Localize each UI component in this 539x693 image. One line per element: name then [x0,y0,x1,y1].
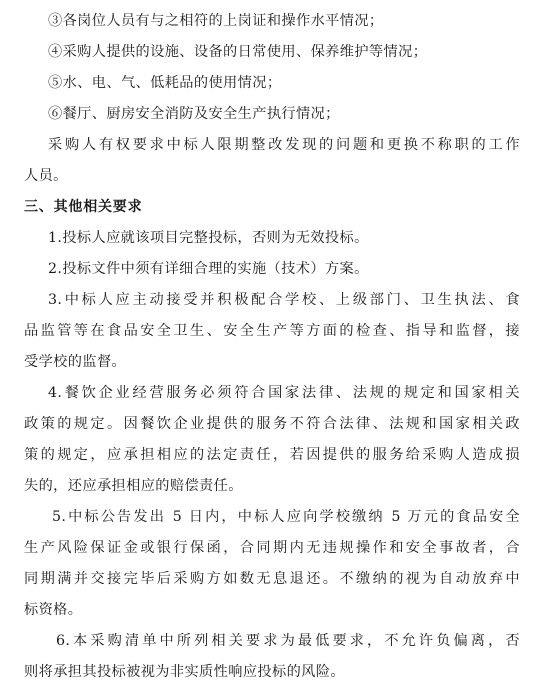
paragraph-rectify-line-1: 采购人有权要求中标人限期整改发现的问题和更换不称职的工作 [48,137,520,153]
requirement-5-line-3: 同期满并交接完毕后采购方如数无息退还。不缴纳的视为自动放弃中 [24,571,520,587]
requirement-5-line-2: 生产风险保证金或银行保函，合同期内无违规操作和安全事故者，合 [24,540,520,556]
paragraph-rectify-line-2: 人员。 [24,168,68,184]
requirement-5-line-1: 5.中标公告发出 5 日内，中标人应向学校缴纳 5 万元的食品安全 [52,509,520,525]
requirement-4-line-1: 4.餐饮企业经营服务必须符合国家法律、法规的规定和国家相关 [48,385,520,401]
list-item-utilities-usage: ⑤水、电、气、低耗品的使用情况； [48,75,282,91]
list-item-fire-safety: ⑥餐厅、厨房安全消防及安全生产执行情况； [48,106,340,122]
list-item-staff-certificates: ③各岗位人员有与之相符的上岗证和操作水平情况； [48,13,384,29]
requirement-3-line-3: 受学校的监督。 [24,354,127,370]
requirement-2: 2.投标文件中须有详细合理的实施（技术）方案。 [48,261,369,277]
requirement-6-line-2: 则将承担其投标被视为非实质性响应投标的风险。 [24,664,345,680]
requirement-3-line-1: 3.中标人应主动接受并积极配合学校、上级部门、卫生执法、食 [48,292,520,308]
requirement-1: 1.投标人应就该项目完整投标，否则为无效投标。 [48,230,369,246]
requirement-4-line-4: 失的，还应承担相应的赔偿责任。 [24,478,243,494]
list-item-facility-maintenance: ④采购人提供的设施、设备的日常使用、保养维护等情况； [48,44,428,60]
section-heading: 三、其他相关要求 [24,199,143,215]
requirement-3-line-2: 品监管等在食品安全卫生、安全生产等方面的检查、指导和监督，接 [24,323,520,339]
requirement-4-line-2: 政策的规定。因餐饮企业提供的服务不符合法律、法规和国家相关政 [24,416,520,432]
requirement-6-line-1: 6.本采购清单中所列相关要求为最低要求，不允许负偏离，否 [56,633,520,649]
requirement-5-line-4: 标资格。 [24,602,83,618]
requirement-4-line-3: 策的规定，应承担相应的法定责任，若因提供的服务给采购人造成损 [24,447,520,463]
